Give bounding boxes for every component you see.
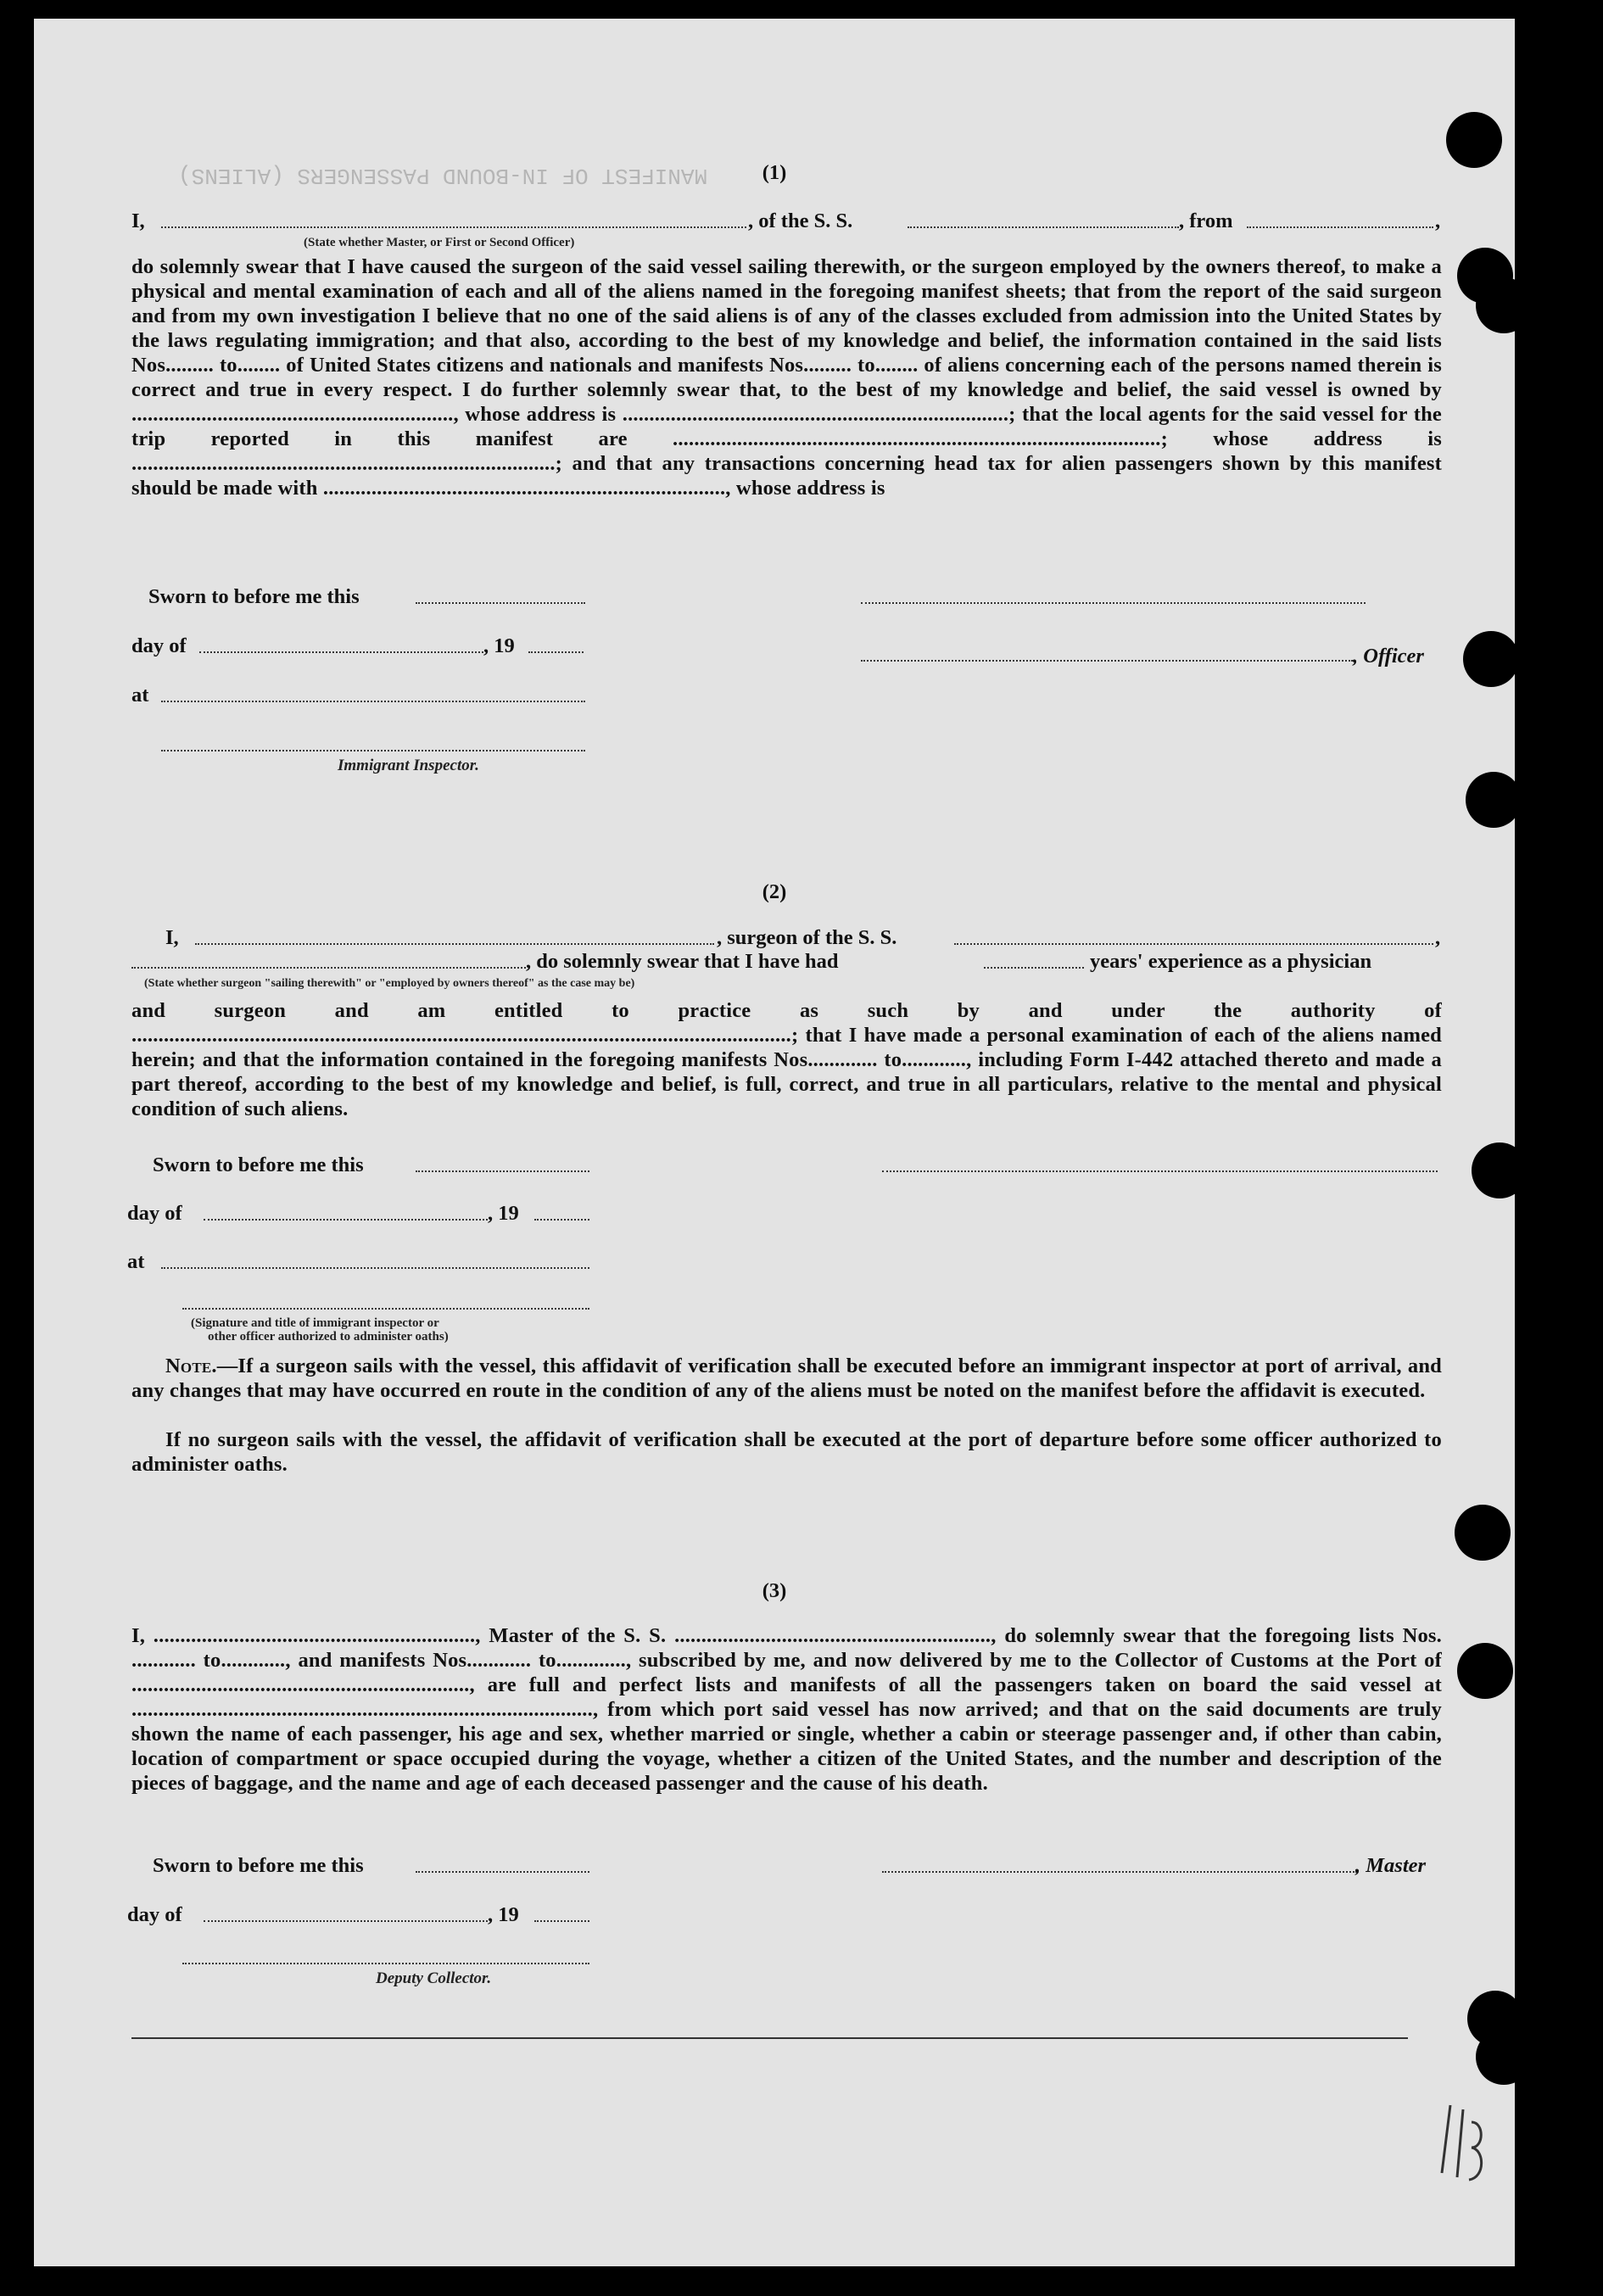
section1-day-line: [199, 651, 483, 653]
section1-inspector-label: Immigrant Inspector.: [338, 757, 479, 774]
section1-year: , 19: [483, 634, 515, 657]
section3-year: , 19: [488, 1903, 519, 1926]
section2-year: , 19: [488, 1202, 519, 1225]
bottom-rule: [131, 2037, 1408, 2039]
section3-oath-body: I, ............................................................, Master of the S. S. ..........................................................., do solemnly swear that the foregoing lists Nos. ............ to............, and manifests Nos............ to............., subscribed by me, and now delivered by me to the Collector of Customs at the Port of ..............................................................., are full and perfect lists and manifests of all the passengers taken on board the said vessel at ......................................................................................, from which port said vessel has now arrived; and that on the said documents are truly shown the name of each passenger, his age and sex, whether married or single, whether a cabin or steerage passenger and, if other than cabin, location of compartment or space occupied during the voyage, whether a citizen of the United States, and the number and description of the pieces of baggage, and the name and age of each deceased passenger and the cause of his death.: [131, 1624, 1442, 1795]
section2-note-label: Note.: [165, 1355, 217, 1377]
section2-surgeon-ss: , surgeon of the S. S.: [717, 926, 897, 949]
section2-years-label: years' experience as a physician: [1090, 950, 1372, 973]
section2-day-of: day of: [127, 1202, 182, 1225]
punch-hole-8: [1457, 1643, 1513, 1699]
section3-master-sign-line: [882, 1871, 1357, 1873]
section1-at-line: [161, 701, 585, 702]
section2-caption: (State whether surgeon "sailing therewith" or "employed by owners thereof" as the case may be): [144, 977, 635, 990]
section1-i: I,: [131, 209, 145, 232]
section1-sworn: Sworn to before me this: [148, 585, 360, 608]
section2-at-line: [161, 1267, 589, 1269]
section1-from: , from: [1179, 209, 1233, 232]
section1-inspector-line: [161, 750, 585, 751]
section3-deputy-label: Deputy Collector.: [376, 1969, 492, 1987]
section1-number: (1): [762, 161, 787, 184]
section1-officer-line: [861, 660, 1353, 662]
section2-years-line: [984, 967, 1084, 969]
punch-hole-5: [1466, 772, 1515, 828]
section2-status-line: [131, 967, 526, 969]
section3-sworn: Sworn to before me this: [153, 1854, 364, 1877]
section1-from-line: [1247, 226, 1433, 228]
section2-signature-caption-1: (Signature and title of immigrant inspector or: [191, 1316, 439, 1330]
section1-sworn-line: [416, 602, 585, 604]
section3-day-line: [204, 1920, 488, 1922]
section1-comma: ,: [1435, 209, 1441, 232]
section2-at: at: [127, 1250, 145, 1273]
section1-at: at: [131, 684, 149, 707]
section3-master-label: , Master: [1355, 1854, 1427, 1877]
section2-comma: ,: [1435, 926, 1441, 949]
section2-surgeon-sign-line: [882, 1170, 1438, 1172]
section1-of-ss: , of the S. S.: [748, 209, 853, 232]
section2-surgeon-name-line: [195, 943, 714, 945]
section1-officer-rank-line: [161, 226, 746, 228]
section1-officer-label: , Officer: [1353, 645, 1424, 668]
punch-hole-1: [1446, 112, 1502, 168]
section1-vessel-line: [908, 226, 1179, 228]
punch-hole-4: [1463, 631, 1515, 687]
section2-year-line: [534, 1219, 589, 1221]
section2-oath-body: and surgeon and am entitled to practice as such by and under the authority of ...........................................................................................................................; that I have made a personal examination of each of the aliens named herein; and that the information contained in the foregoing manifests Nos............. to............, including Form I-442 attached thereto and made a part thereof, according to the best of my knowledge and belief, is full, correct, and true in all particulars, relative to the mental and physical condition of such aliens.: [131, 999, 1442, 1120]
section2-vessel-line: [954, 943, 1433, 945]
section2-signature-caption-2: other officer authorized to administer oaths): [208, 1330, 449, 1344]
section2-note: [131, 1354, 1442, 1403]
bleed-through-header: MANIFEST OF IN-BOUND PASSENGERS (ALIENS): [178, 163, 708, 188]
section2-number: (2): [762, 880, 787, 903]
section3-number: (3): [762, 1579, 787, 1602]
section2-signature-line: [182, 1308, 589, 1310]
section2-note-body: —If a surgeon sails with the vessel, this affidavit of verification shall be executed before an immigrant inspector at port of arrival, and any changes that may have occurred en route in the condition of any of the aliens must be noted on the manifest before the affidavit is executed.: [131, 1355, 1442, 1402]
punch-hole-7: [1455, 1505, 1511, 1561]
section2-i: I,: [165, 926, 179, 949]
punch-hole-6: [1472, 1142, 1515, 1198]
section3-year-line: [534, 1920, 589, 1922]
section1-day-of: day of: [131, 634, 187, 657]
section3-deputy-line: [182, 1963, 589, 1964]
section2-sworn: Sworn to before me this: [153, 1154, 364, 1176]
section2-sworn-line: [416, 1170, 589, 1172]
section2-swear: , do solemnly swear that I have had: [526, 950, 839, 973]
section2-day-line: [204, 1219, 488, 1221]
section3-day-of: day of: [127, 1903, 182, 1926]
section3-sworn-line: [416, 1871, 589, 1873]
section1-oath-body: do solemnly swear that I have caused the surgeon of the said vessel sailing therewith, or the surgeon employed by the owners thereof, to make a physical and mental examination of each and all of the aliens named in the foregoing manifest sheets; that from the report of the said surgeon and from my own investigation I believe that no one of the said aliens is of any of the classes excluded from admission into the United States by the laws regulating immigration; and that also, according to the best of my knowledge and belief, the information contained in the said lists Nos......... to........ of United States citizens and nationals and manifests Nos......... to........ of aliens concerning each of the persons named therein is correct and true in every respect. I do further solemnly swear that, to the best of my knowledge and belief, the said vessel is owned by ............................................................, whose address is ........................................................................; that the local agents for the said vessel for the trip reported in this manifest are ...........................................................................................; whose address is ...............................................................................; and that any transactions concerning head tax for alien passengers shown by this manifest should be made with ..........................................................................., whose address is: [131, 255, 1442, 500]
section1-year-line: [528, 651, 584, 653]
section1-officer-sign-line: [861, 602, 1366, 604]
manifest-back-page: [34, 19, 1515, 2266]
section1-caption: (State whether Master, or First or Second Officer): [304, 236, 575, 249]
section2-note-2: If no surgeon sails with the vessel, the affidavit of verification shall be executed at the port of departure before some officer authorized to administer oaths.: [131, 1428, 1442, 1476]
handwritten-mark: [1433, 2097, 1501, 2198]
